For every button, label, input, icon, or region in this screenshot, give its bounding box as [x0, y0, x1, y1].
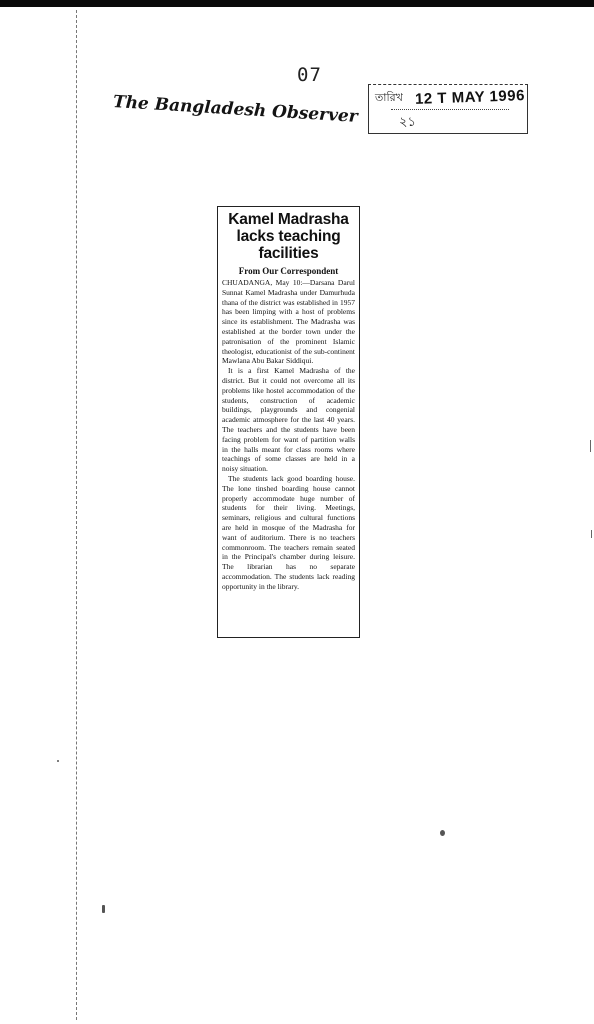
article-paragraph: It is a first Kamel Madrasha of the district. But it could not overcome all its problems like hostel accommodation of the students, construction of academic buildings, playgrounds and congenial academic atmosphere for the last 40 years. The teachers and the students have been facing problem for want of partition walls in the halls meant for class rooms where teachings of some classes are held in a noisy situation.	[222, 366, 355, 474]
top-scan-border	[0, 0, 594, 7]
article-paragraph: The students lack good boarding house. The lone tinshed boarding house cannot properly accommodate huge number of students for their living. Meetings, seminars, religious and cultural functions are held in mosque of the Madrasha for want of auditorium. There is no teachers commonroom. The teachers remain seated in the Principal's chamber during leisure. The librarian has no separate accommodation. The students lack reading opportunity in the library.	[222, 473, 355, 591]
article-headline: Kamel Madrasha lacks teaching facilities	[228, 211, 349, 262]
article-paragraph: CHUADANGA, May 10:—Darsana Darul Sunnat Kamel Madrasha under Damurhuda thana of the district was established in 1957 has been limping with a host of problems since its establishment. The Madrasha was established at the border town under the patronisation of the prominent Islamic theologist, educationist of the sub-continent Mawlana Abu Bakar Siddiqui.	[222, 278, 355, 366]
stamp-date: 12 T MAY 1996	[414, 87, 526, 108]
date-stamp	[368, 84, 528, 134]
scan-speck	[57, 760, 59, 762]
scan-speck	[102, 905, 105, 913]
stamp-handwriting: ২১	[399, 115, 416, 130]
newspaper-masthead: The Bangladesh Observer	[112, 92, 359, 127]
article-byline: From Our Correspondent	[238, 266, 339, 276]
page-number: 07	[297, 64, 322, 86]
binder-margin-line	[76, 10, 77, 1020]
scan-mark	[591, 530, 592, 538]
news-clipping	[217, 206, 360, 638]
stamp-divider	[391, 109, 509, 110]
scan-mark	[590, 440, 591, 452]
stamp-handwriting: তারিখ	[375, 91, 403, 104]
scan-speck	[440, 830, 445, 836]
